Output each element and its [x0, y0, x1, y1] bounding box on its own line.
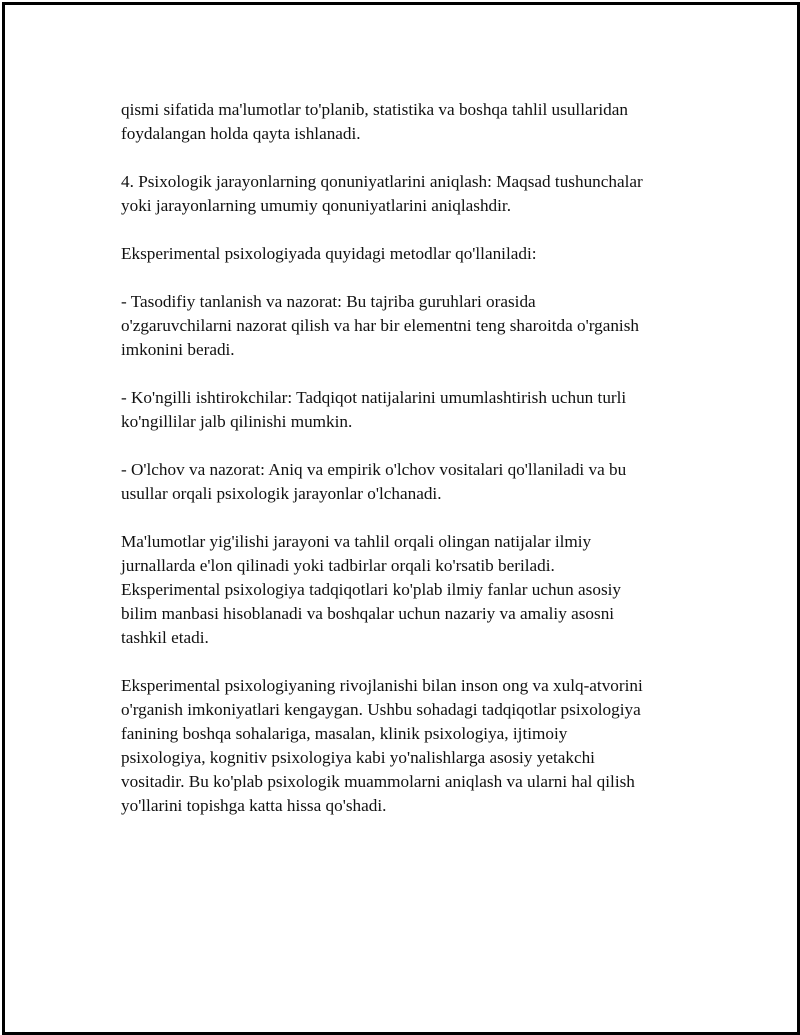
- text-line: foydalangan holda qayta ishlanadi.: [121, 124, 361, 143]
- paragraph-5: [121, 386, 701, 434]
- text-line: qismi sifatida ma'lumotlar to'planib, statistika va boshqa tahlil usullaridan: [121, 100, 628, 119]
- text-line: - Tasodifiy tanlanish va nazorat: Bu tajriba guruhlari orasida: [121, 292, 536, 311]
- text-line: tashkil etadi.: [121, 628, 209, 647]
- text-line: fanining boshqa sohalariga, masalan, klinik psixologiya, ijtimoiy: [121, 724, 568, 743]
- text-line: imkonini beradi.: [121, 340, 235, 359]
- text-line: Eksperimental psixologiya tadqiqotlari ko'plab ilmiy fanlar uchun asosiy: [121, 580, 621, 599]
- text-line: yoki jarayonlarning umumiy qonuniyatlarini aniqlashdir.: [121, 196, 511, 215]
- text-line: yo'llarini topishga katta hissa qo'shadi.: [121, 796, 387, 815]
- paragraph-8: [121, 674, 701, 818]
- text-line: jurnallarda e'lon qilinadi yoki tadbirlar orqali ko'rsatib beriladi.: [121, 556, 555, 575]
- text-line: - Ko'ngilli ishtirokchilar: Tadqiqot natijalarini umumlashtirish uchun turli: [121, 388, 627, 407]
- paragraph-7: [121, 530, 701, 650]
- paragraph-3: [121, 242, 701, 266]
- text-line: o'zgaruvchilarni nazorat qilish va har bir elementni teng sharoitda o'rganish: [121, 316, 639, 335]
- text-line: o'rganish imkoniyatlari kengaygan. Ushbu sohadagi tadqiqotlar psixologiya: [121, 700, 641, 719]
- text-line: - O'lchov va nazorat: Aniq va empirik o'lchov vositalari qo'llaniladi va bu: [121, 460, 627, 479]
- text-line: Eksperimental psixologiyada quyidagi metodlar qo'llaniladi:: [121, 244, 537, 263]
- text-line: Eksperimental psixologiyaning rivojlanishi bilan inson ong va xulq-atvorini: [121, 676, 643, 695]
- paragraph-2: [121, 170, 701, 218]
- text-line: psixologiya, kognitiv psixologiya kabi yo'nalishlarga asosiy yetakchi: [121, 748, 595, 767]
- paragraph-1: [121, 98, 701, 146]
- text-line: Ma'lumotlar yig'ilishi jarayoni va tahlil orqali olingan natijalar ilmiy: [121, 532, 592, 551]
- text-line: 4. Psixologik jarayonlarning qonuniyatlarini aniqlash: Maqsad tushunchalar: [121, 172, 643, 191]
- text-line: usullar orqali psixologik jarayonlar o'lchanadi.: [121, 484, 442, 503]
- document-body: [121, 98, 701, 842]
- paragraph-4: [121, 290, 701, 362]
- page-frame: [2, 2, 800, 1035]
- paragraph-6: [121, 458, 701, 506]
- text-line: ko'ngillilar jalb qilinishi mumkin.: [121, 412, 353, 431]
- text-line: vositadir. Bu ko'plab psixologik muammolarni aniqlash va ularni hal qilish: [121, 772, 635, 791]
- text-line: bilim manbasi hisoblanadi va boshqalar uchun nazariy va amaliy asosni: [121, 604, 615, 623]
